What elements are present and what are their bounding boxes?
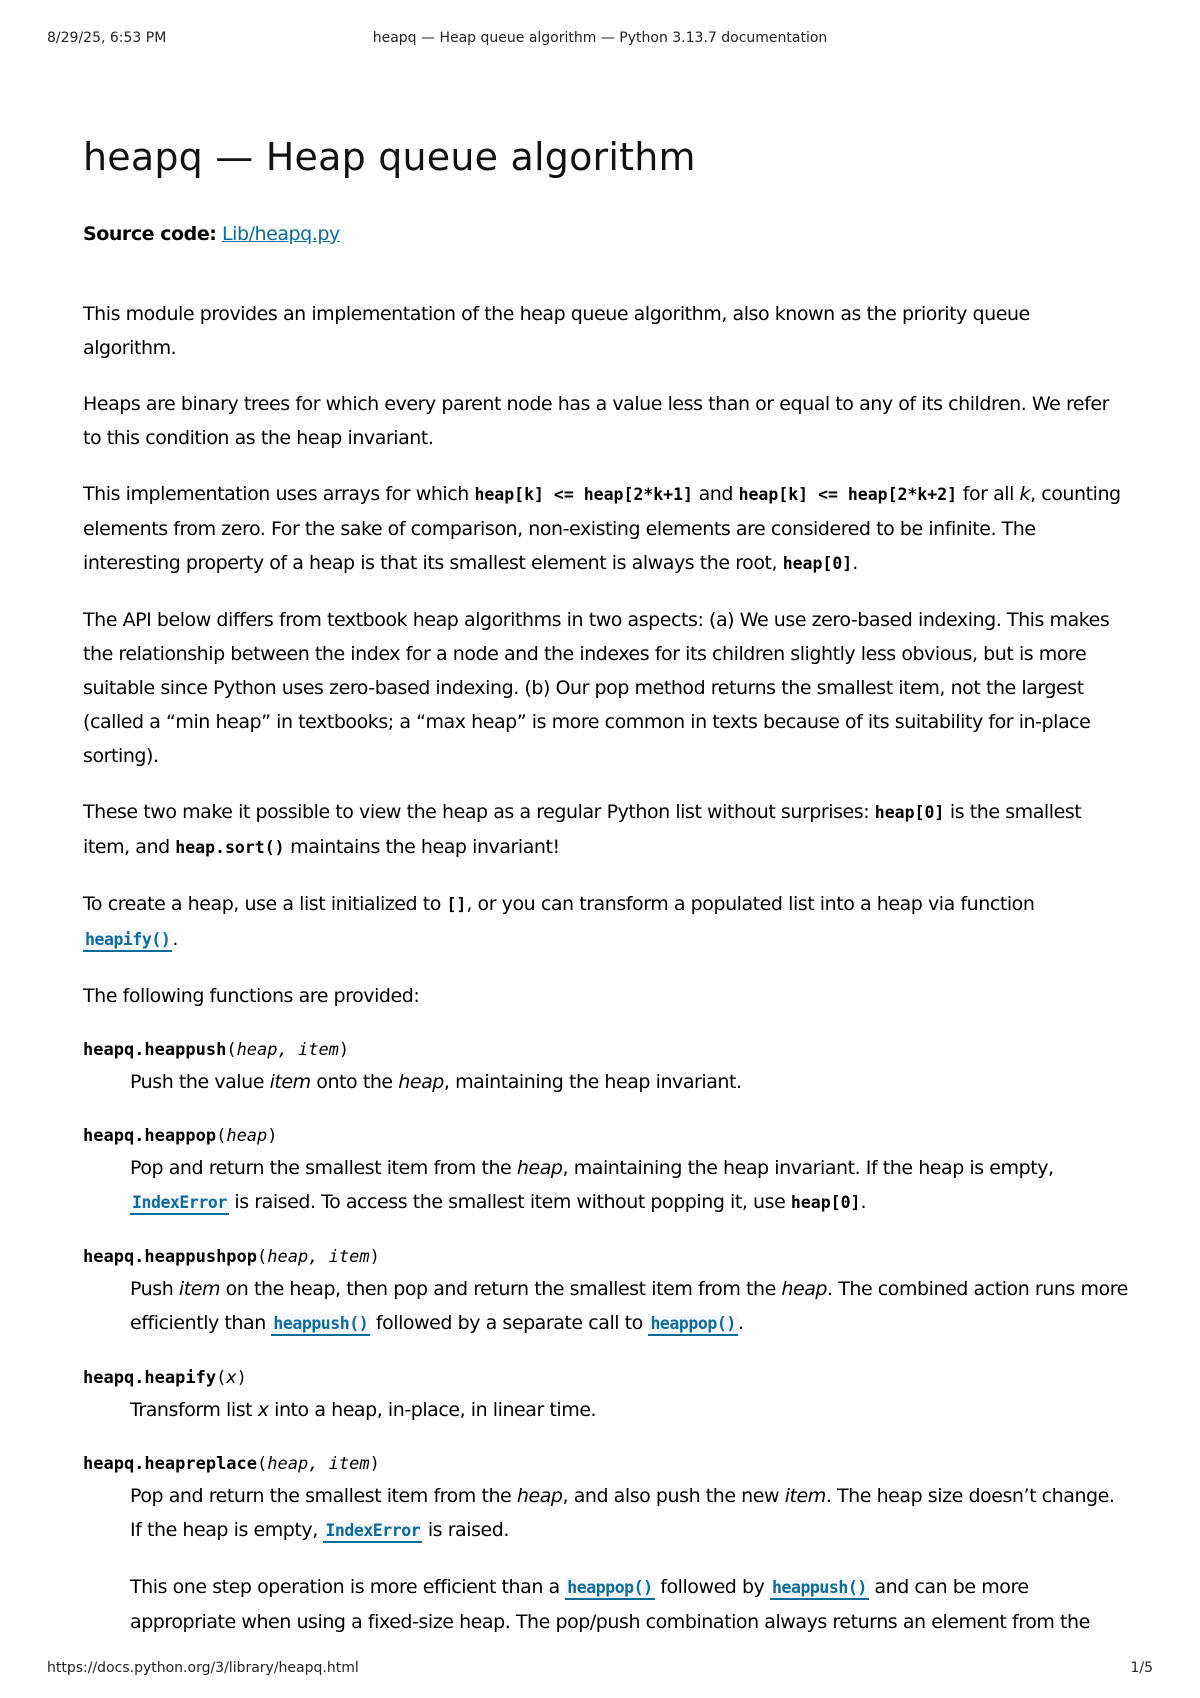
source-code-line (83, 217, 1128, 251)
heapify-link[interactable]: heapify() (83, 930, 172, 952)
list-view-paragraph: These two make it possible to view the heap as a regular Python list without surprises: heap[0] is the smallest item, and heap.sort() maintains the heap invariant! (83, 801, 1082, 858)
print-url: https://docs.python.org/3/library/heapq.html (47, 1660, 359, 1676)
function-description: Push item on the heap, then pop and return the smallest item from the heap. The combined action runs more efficiently than heappush() followed by a separate call to heappop() . (130, 1278, 1128, 1334)
function-signature: heapq.heappushpop(heap, item) (83, 1247, 380, 1267)
inline-code: heap.sort() (175, 838, 285, 857)
function-description-extra: This one step operation is more efficient than a heappop() followed by heappush() and can be more appropriate when using a fixed-size heap. The pop/push combination always returns an element from the (130, 1576, 1090, 1633)
function-heapreplace (83, 1449, 1128, 1639)
function-signature: heapq.heapify(x) (83, 1368, 247, 1388)
intro-paragraph: This module provides an implementation of the heap queue algorithm, also known as the priority queue algorithm. (83, 303, 1030, 359)
inline-code: heap[0] (782, 554, 853, 573)
heappush-link[interactable]: heappush() (770, 1578, 869, 1600)
indexerror-link[interactable]: IndexError (323, 1521, 422, 1543)
heappush-link[interactable]: heappush() (271, 1314, 370, 1336)
functions-intro: The following functions are provided: (83, 985, 420, 1007)
inline-code: [] (446, 895, 467, 914)
indexerror-link[interactable]: IndexError (130, 1193, 229, 1215)
function-signature: heapq.heappush(heap, item) (83, 1040, 350, 1060)
function-signature: heapq.heappop(heap) (83, 1126, 278, 1146)
function-heapify (83, 1363, 1128, 1427)
inline-code: heap[k] <= heap[2*k+1] (474, 485, 693, 504)
function-signature: heapq.heapreplace(heap, item) (83, 1454, 380, 1474)
function-heappush (83, 1035, 1128, 1099)
implementation-paragraph: This implementation uses arrays for which heap[k] <= heap[2*k+1] and heap[k] <= heap[2*k+2] for all k, counting elements from zero. For the sake of comparison, non-existing elements are considered to be infinite. The interesting property of a heap is that its smallest element is always the root, heap[0]. (83, 483, 1121, 574)
document-body (83, 135, 1128, 1661)
print-page-title: heapq — Heap queue algorithm — Python 3.13.7 documentation (372, 30, 828, 46)
api-differences-paragraph: The API below differs from textbook heap algorithms in two aspects: (a) We use zero-based indexing. This makes the relationship between the index for a node and the indexes for its children slightly less obvious, but is more suitable since Python uses zero-based indexing. (b) Our pop method returns the smallest item, not the largest (called a “min heap” in textbooks; a “max heap” is more common in texts because of its suitability for in-place sorting). (83, 609, 1110, 767)
page-title: heapq — Heap queue algorithm (83, 135, 696, 179)
inline-code: heap[0] (874, 803, 945, 822)
heappop-link[interactable]: heappop() (648, 1314, 737, 1336)
source-code-link[interactable]: Lib/heapq.py (222, 223, 340, 245)
function-heappushpop (83, 1242, 1128, 1341)
inline-code: heap[0] (790, 1193, 861, 1212)
print-page-number: 1/5 (1130, 1660, 1153, 1676)
create-heap-paragraph: To create a heap, use a list initialized to [], or you can transform a populated list into a heap via function heapify() . (83, 893, 1035, 950)
function-description: Pop and return the smallest item from the heap, maintaining the heap invariant. If the heap is empty, IndexError is raised. To access the smallest item without popping it, use heap[0]. (130, 1157, 1054, 1213)
print-datetime: 8/29/25, 6:53 PM (47, 30, 167, 46)
inline-code: heap[k] <= heap[2*k+2] (738, 485, 958, 504)
function-description: Transform list x into a heap, in-place, in linear time. (130, 1399, 597, 1421)
function-description: Push the value item onto the heap, maintaining the heap invariant. (130, 1071, 742, 1093)
heap-definition-paragraph: Heaps are binary trees for which every parent node has a value less than or equal to any of its children. We refer to this condition as the heap invariant. (83, 393, 1109, 449)
heappop-link[interactable]: heappop() (565, 1578, 654, 1600)
source-code-label: Source code: (83, 223, 217, 245)
function-description: Pop and return the smallest item from the heap, and also push the new item. The heap size doesn’t change. If the heap is empty, IndexError is raised. (130, 1485, 1115, 1541)
function-heappop (83, 1121, 1128, 1220)
